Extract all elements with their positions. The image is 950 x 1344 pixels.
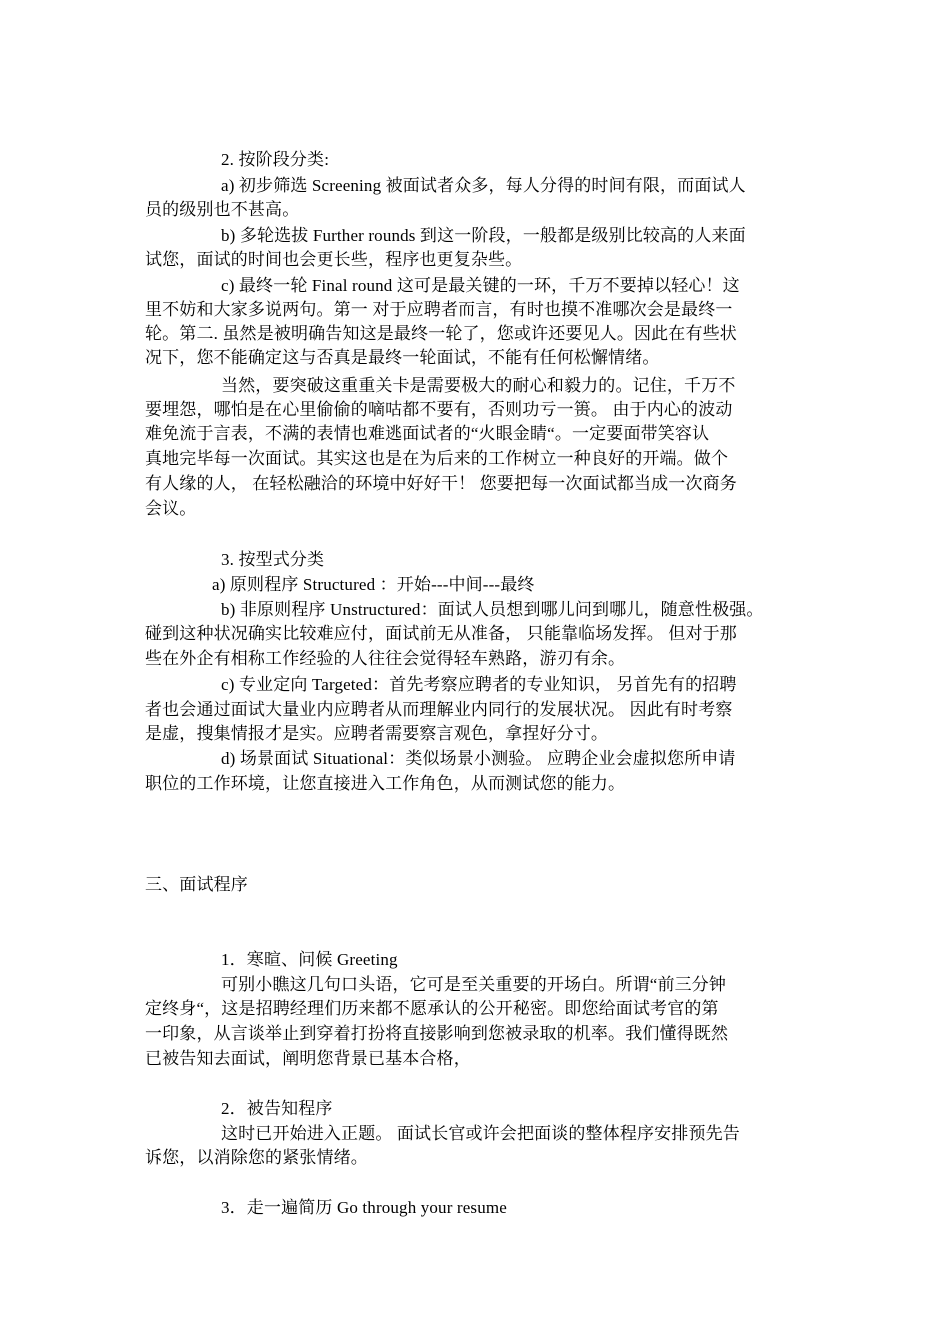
paragraph-advice-line: 难免流于言表，不满的表情也难逃面试者的“火眼金睛“。一定要面带笑容认 bbox=[145, 424, 710, 443]
paragraph-final-round-line: 轮。第二. 虽然是被明确告知这是最终一轮了，您或许还要见人。因此在有些状 bbox=[145, 324, 737, 343]
paragraph-advice-line: 真地完毕每一次面试。其实这也是在为后来的工作树立一种良好的开端。做个 bbox=[145, 449, 729, 468]
paragraph-greeting-line: 已被告知去面试，阐明您背景已基本合格， bbox=[145, 1049, 471, 1068]
step-resume-title: 3．走一遍简历 Go through your resume bbox=[221, 1198, 507, 1217]
paragraph-structured-line: a) 原则程序 Structured ：开始---中间---最终 bbox=[212, 575, 535, 594]
paragraph-situational-line: 职位的工作环境，让您直接进入工作角色，从而测试您的能力。 bbox=[145, 774, 626, 793]
paragraph-situational-line: d) 场景面试 Situational：类似场景小测验。 应聘企业会虚拟您所申请 bbox=[221, 749, 736, 768]
paragraph-screening-line: a) 初步筛选 Screening 被面试者众多，每人分得的时间有限，而面试人 bbox=[221, 176, 746, 195]
paragraph-unstructured-line: 碰到这种状况确实比较难应付，面试前无从准备， 只能靠临场发挥。 但对于那 bbox=[145, 624, 737, 643]
paragraph-targeted-line: c) 专业定向 Targeted：首先考察应聘者的专业知识， 另首先有的招聘 bbox=[221, 675, 737, 694]
paragraph-final-round-line: c) 最终一轮 Final round 这可是最关键的一环，千万不要掉以轻心！这 bbox=[221, 276, 740, 295]
paragraph-greeting-line: 定终身“，这是招聘经理们历来都不愿承认的公开秘密。即您给面试考官的第 bbox=[145, 999, 719, 1018]
paragraph-final-round-line: 况下，您不能确定这与否真是最终一轮面试，不能有任何松懈情绪。 bbox=[145, 348, 660, 367]
paragraph-further-rounds-line: b) 多轮选拔 Further rounds 到这一阶段，一般都是级别比较高的人来面 bbox=[221, 226, 746, 245]
paragraph-unstructured-line: b) 非原则程序 Unstructured：面试人员想到哪儿问到哪儿，随意性极强。 bbox=[221, 600, 764, 619]
paragraph-greeting-line: 可别小瞧这几句口头语，它可是至关重要的开场白。所谓“前三分钟 bbox=[221, 975, 727, 994]
section-heading-stages: 2. 按阶段分类: bbox=[221, 150, 330, 169]
part-title-interview-procedure: 三、面试程序 bbox=[145, 875, 248, 894]
paragraph-advice-line: 要埋怨，哪怕是在心里偷偷的嘀咕都不要有，否则功亏一篑。 由于内心的波动 bbox=[145, 400, 733, 419]
step-greeting-title: 1．寒暄、问候 Greeting bbox=[221, 950, 398, 969]
paragraph-informed-procedure-line: 诉您，以消除您的紧张情绪。 bbox=[145, 1148, 368, 1167]
paragraph-advice-line: 会议。 bbox=[145, 499, 197, 518]
section-heading-formats: 3. 按型式分类 bbox=[221, 550, 325, 569]
paragraph-screening-line: 员的级别也不甚高。 bbox=[145, 200, 300, 219]
step-informed-procedure-title: 2．被告知程序 bbox=[221, 1099, 333, 1118]
paragraph-informed-procedure-line: 这时已开始进入正题。 面试长官或许会把面谈的整体程序安排预先告 bbox=[221, 1124, 740, 1143]
paragraph-unstructured-line: 些在外企有相称工作经验的人往往会觉得轻车熟路，游刃有余。 bbox=[145, 649, 626, 668]
paragraph-further-rounds-line: 试您，面试的时间也会更长些，程序也更复杂些。 bbox=[145, 250, 523, 269]
paragraph-advice-line: 当然，要突破这重重关卡是需要极大的耐心和毅力的。记住，千万不 bbox=[221, 376, 736, 395]
paragraph-targeted-line: 是虚，搜集情报才是实。应聘者需要察言观色，拿捏好分寸。 bbox=[145, 724, 609, 743]
paragraph-advice-line: 有人缘的人， 在轻松融洽的环境中好好干！ 您要把每一次面试都当成一次商务 bbox=[145, 474, 737, 493]
paragraph-targeted-line: 者也会通过面试大量业内应聘者从而理解业内同行的发展状况。 因此有时考察 bbox=[145, 700, 733, 719]
paragraph-greeting-line: 一印象，从言谈举止到穿着打扮将直接影响到您被录取的机率。我们懂得既然 bbox=[145, 1024, 729, 1043]
paragraph-final-round-line: 里不妨和大家多说两句。第一 对于应聘者而言，有时也摸不准哪次会是最终一 bbox=[145, 300, 733, 319]
